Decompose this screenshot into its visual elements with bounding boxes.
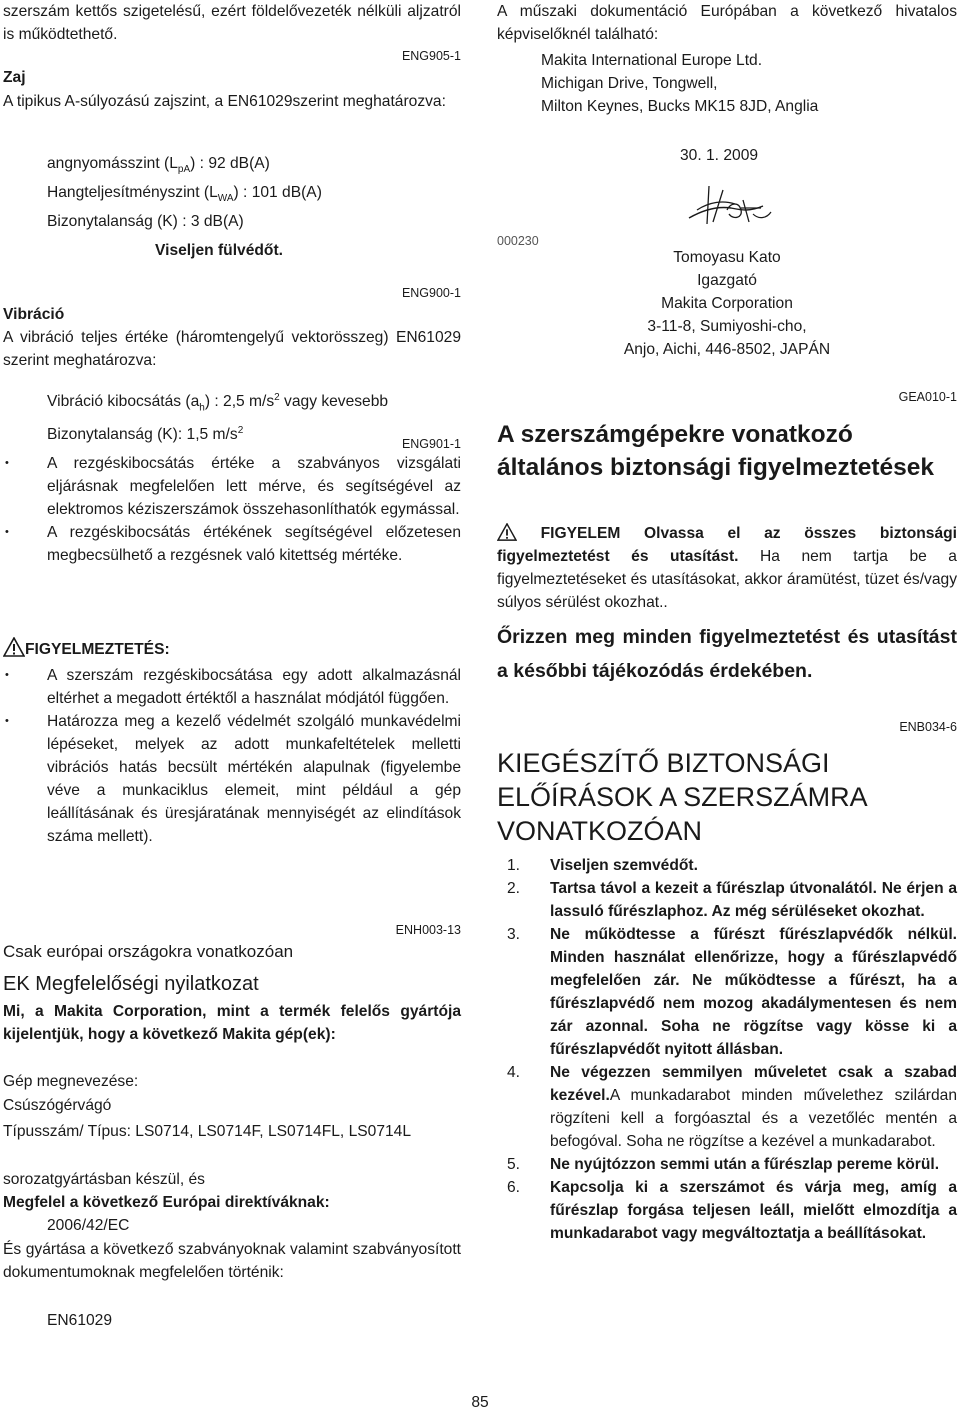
signer-name: Tomoyasu Kato [673, 249, 781, 266]
extra-safety-title: KIEGÉSZÍTŐ BIZTONSÁGI ELŐÍRÁSOK A SZERSZÁMRA VONATKOZÓAN [497, 748, 867, 846]
vibration-emission: Vibráció kibocsátás $(a_h)$ : 2,5 $m/s^2$ vagy kevesebb [47, 392, 389, 414]
list-item: 3. Ne működtesse a fűrészt fűrészlapvédők nélkül. Minden használat ellenőrizze, hogy a fűrészlapvédő megfelelően zár. Ne működtesse a fűrészt, ha a fűrészlapvédő nem mozog akadálymentesen és nem zár azonnal. Soha ne rögzítse vagy kösse ki a fűrészlapvédőt nyitott állásban. [507, 926, 957, 1058]
machine-name: Csúszógérvágó [3, 1097, 112, 1114]
sound-power-line: Hangteljesítményszint $(L_{WA})$ : 101 dB(A) [47, 184, 322, 205]
bullet-item: • A rezgéskibocsátás értéke a szabványos vizsgálati eljárásnak megfelelően lett mérve, és segítségével az elektromos kéziszerszámok összehasonlíthatók egymással. [3, 452, 461, 521]
directives-label: Megfelel a következő Európai direktíváknak: [3, 1194, 330, 1211]
code-gea010: GEA010-1 [898, 390, 957, 404]
keep-instructions: Őrizzen meg minden figyelmeztetést és utasítást a későbbi tájékozódás érdekében. [497, 626, 957, 682]
signer-company: Makita Corporation [661, 295, 793, 312]
warning-bullets [3, 664, 461, 848]
noise-text: A tipikus A-súlyozású zajszint, a EN61029szerint meghatározva: [3, 93, 446, 110]
ec-title: EK Megfelelőségi nyilatkozat [3, 973, 259, 995]
bullet-item: • A rezgéskibocsátás értékének segítségével előzetesen megbecsülhető a rezgésnek való kitettség mértéke. [3, 521, 461, 567]
intro-text: szerszám kettős szigetelésű, ezért földelővezeték nélküli aljzatról is működtethető. [3, 3, 461, 43]
series-text: sorozatgyártásban készül, és [3, 1171, 205, 1188]
vibration-bullets [3, 452, 461, 567]
bullet-item: • A szerszám rezgéskibocsátása egy adott alkalmazásnál eltérhet a megadott értéktől a használat módjától függően. [3, 664, 461, 710]
code-eng900: ENG900-1 [401, 286, 461, 300]
warning-triangle-icon [3, 637, 25, 657]
reference-code: 000230 [497, 234, 539, 248]
signer-block [497, 246, 957, 361]
eu-only: Csak európai országokra vonatkozóan [3, 942, 294, 961]
list-item: 1. Viseljen szemvédőt. [507, 857, 698, 874]
code-eng901: ENG901-1 [401, 437, 461, 451]
code-eng905: ENG905-1 [401, 49, 461, 63]
signer-address: 3-11-8, Sumiyoshi-cho, [647, 318, 807, 335]
ec-intro: Mi, a Makita Corporation, mint a termék felelős gyártója kijelentjük, hogy a következő Makita gép(ek): [3, 1003, 461, 1043]
warning-bold: Olvassa el az összes biztonsági figyelmeztetést és utasítást. [497, 525, 957, 565]
noise-values [47, 152, 322, 233]
general-safety-title: A szerszámgépekre vonatkozó általános biztonsági figyelmeztetések [497, 421, 935, 481]
code-enh003: ENH003-13 [395, 923, 461, 937]
vibration-uncertainty: Bizonytalanság (K): 1,5 $m/s^2$ [47, 425, 244, 444]
sound-pressure-line: angnyomásszint $(L_{pA})$ : 92 dB(A) [47, 155, 270, 176]
page-number: 85 [471, 1394, 489, 1411]
documentation-text: A műszaki dokumentáció Európában a következő hivatalos képviselőknél található: [497, 3, 957, 43]
address-line: Milton Keynes, Bucks MK15 8JD, Anglia [541, 98, 819, 115]
representative-address [541, 49, 818, 118]
address-line: Michigan Drive, Tongwell, [541, 75, 718, 92]
address-line: Makita International Europe Ltd. [541, 52, 763, 69]
code-enb034: ENB034-6 [899, 720, 957, 734]
standards-text: És gyártása a következő szabványoknak valamint szabványosított dokumentumoknak megfelelően történik: [3, 1241, 461, 1281]
vibration-text: A vibráció teljes értéke (háromtengelyű vektorösszeg) EN61029 szerint meghatározva: [3, 329, 461, 369]
list-item: 4. Ne végezzen semmilyen műveletet csak a szabad kezével.A munkadarabot minden művelethez szilárdan rögzíteni kell a forgóasztal és a vezetőléc mentén a befogóval. Soha ne rögzítse a kezével a munkadarabot. [507, 1064, 957, 1150]
list-item: 6. Kapcsolja ki a szerszámot és várja meg, amíg a fűrészlap forgása teljesen leáll, mielőtt elmozdítja a munkadarabot vagy megváltoztatja a beállításokat. [507, 1179, 957, 1242]
vibration-title: Vibráció [3, 306, 65, 323]
list-item: 5. Ne nyújtózzon semmi után a fűrészlap pereme körül. [507, 1156, 940, 1173]
warning-label: FIGYELEM [540, 525, 621, 542]
noise-uncertainty: Bizonytalanság (K) : 3 dB(A) [47, 213, 244, 231]
signer-title: Igazgató [697, 272, 757, 289]
bullet-item: • Határozza meg a kezelő védelmét szolgáló munkavédelmi lépéseket, melyek az adott munkafeltételek melletti vibrációs hatás becsült mértékén alapulnak (figyelembe véve a munkaciklus elemeit, mint például a gép leállításának és üresjáratának mennyiségét az elindítások száma mellett). [3, 710, 461, 848]
warning-heading [3, 637, 170, 661]
noise-title: Zaj [3, 69, 26, 86]
ear-protection: Viseljen fülvédőt. [155, 242, 283, 259]
signature-image [683, 180, 775, 228]
warning-triangle-icon [497, 523, 517, 541]
standard: EN61029 [47, 1312, 113, 1329]
machine-label: Gép megnevezése: [3, 1073, 139, 1090]
warning-title: FIGYELMEZTETÉS: [25, 641, 170, 658]
type-line: Típusszám/ Típus: LS0714, LS0714F, LS0714FL, LS0714L [3, 1123, 412, 1140]
safety-list [497, 854, 957, 1245]
warning-rest: Ha nem tartja be a figyelmeztetéseket és utasításokat, akkor áramütést, tüzet és/vagy súlyos sérülést okozhat.. [497, 548, 957, 611]
general-warning [497, 522, 957, 614]
directive: 2006/42/EC [47, 1217, 130, 1234]
signer-address: Anjo, Aichi, 446-8502, JAPÁN [623, 341, 831, 358]
list-item: 2. Tartsa távol a kezeit a fűrészlap útvonalától. Ne érjen a lassuló fűrészlaphoz. Az még sérüléseket okozhat. [507, 880, 957, 920]
signature-date: 30. 1. 2009 [680, 147, 759, 164]
